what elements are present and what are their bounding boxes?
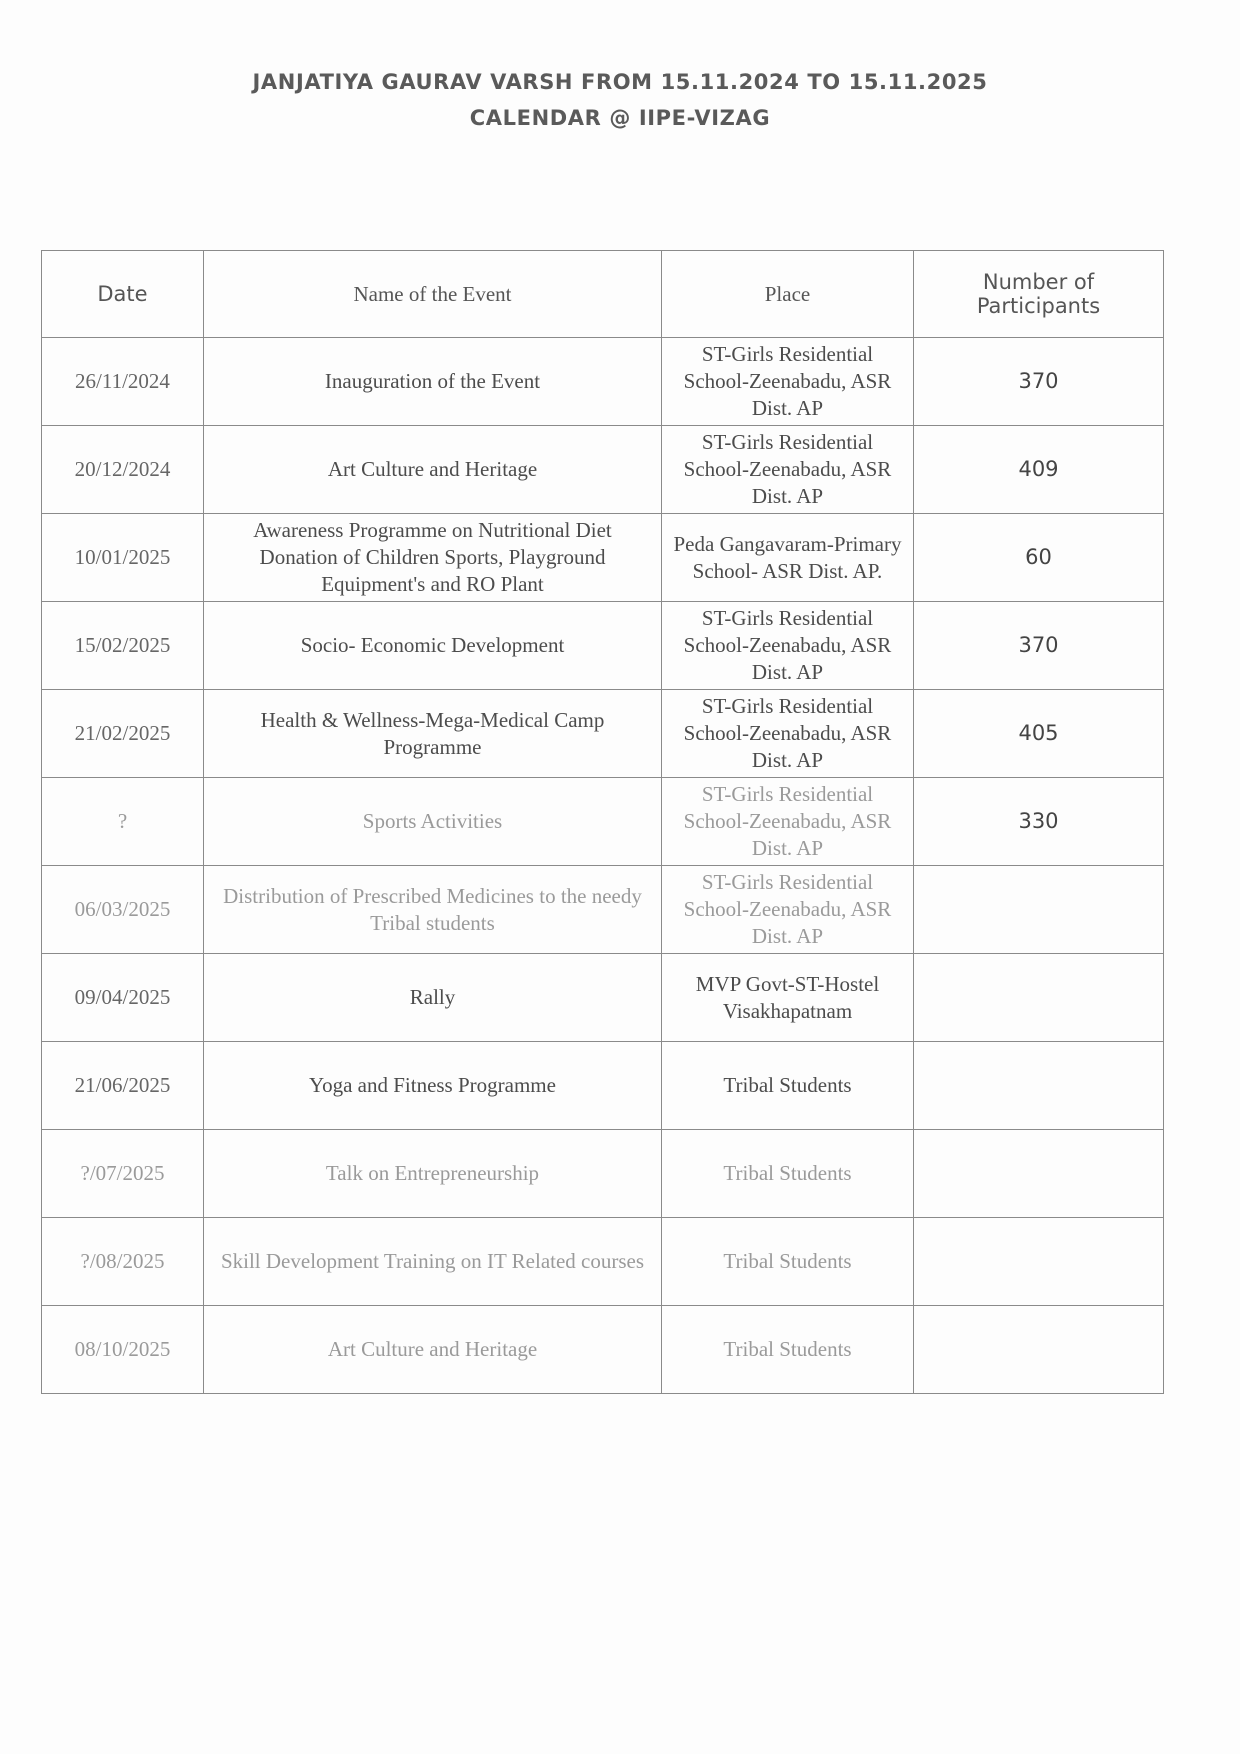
event-cell: Art Culture and Heritage <box>204 1306 662 1394</box>
place-cell: Tribal Students <box>662 1130 914 1218</box>
event-cell: Art Culture and Heritage <box>204 426 662 514</box>
participants-cell <box>914 954 1164 1042</box>
date-cell: 15/02/2025 <box>42 602 204 690</box>
event-cell: Socio- Economic Development <box>204 602 662 690</box>
events-table <box>41 250 1164 1394</box>
column-header-participants: Number of Participants <box>914 251 1164 338</box>
event-cell: Distribution of Prescribed Medicines to the needy Tribal students <box>204 866 662 954</box>
event-cell: Yoga and Fitness Programme <box>204 1042 662 1130</box>
table-row <box>42 866 1164 954</box>
table-row <box>42 1218 1164 1306</box>
participants-cell: 330 <box>914 778 1164 866</box>
table-row <box>42 338 1164 426</box>
table-row <box>42 1306 1164 1394</box>
column-header-place: Place <box>662 251 914 338</box>
table-row <box>42 426 1164 514</box>
participants-cell: 409 <box>914 426 1164 514</box>
participants-cell <box>914 1130 1164 1218</box>
date-cell: ? <box>42 778 204 866</box>
table-row <box>42 1130 1164 1218</box>
event-cell: Inauguration of the Event <box>204 338 662 426</box>
participants-cell: 370 <box>914 602 1164 690</box>
place-cell: Tribal Students <box>662 1306 914 1394</box>
table-row <box>42 1042 1164 1130</box>
table-row <box>42 778 1164 866</box>
participants-cell <box>914 866 1164 954</box>
participants-cell: 370 <box>914 338 1164 426</box>
table-row <box>42 602 1164 690</box>
document-title: JANJATIYA GAURAV VARSH FROM 15.11.2024 TO 15.11.2025 <box>252 70 988 94</box>
date-cell: 10/01/2025 <box>42 514 204 602</box>
table-row <box>42 690 1164 778</box>
place-cell: MVP Govt-ST-Hostel Visakhapatnam <box>662 954 914 1042</box>
participants-cell: 405 <box>914 690 1164 778</box>
event-cell: Rally <box>204 954 662 1042</box>
place-cell: Tribal Students <box>662 1218 914 1306</box>
place-cell: ST-Girls Residential School-Zeenabadu, ASR Dist. AP <box>662 690 914 778</box>
place-cell: Peda Gangavaram-Primary School- ASR Dist. AP. <box>662 514 914 602</box>
date-cell: 21/06/2025 <box>42 1042 204 1130</box>
date-cell: 20/12/2024 <box>42 426 204 514</box>
event-cell: Sports Activities <box>204 778 662 866</box>
event-cell: Awareness Programme on Nutritional Diet Donation of Children Sports, Playground Equipment's and RO Plant <box>204 514 662 602</box>
table-row <box>42 514 1164 602</box>
event-cell: Skill Development Training on IT Related courses <box>204 1218 662 1306</box>
table-row <box>42 954 1164 1042</box>
place-cell: ST-Girls Residential School-Zeenabadu, ASR Dist. AP <box>662 602 914 690</box>
column-header-date: Date <box>42 251 204 338</box>
table-header-row <box>42 251 1164 338</box>
column-header-event: Name of the Event <box>204 251 662 338</box>
date-cell: 21/02/2025 <box>42 690 204 778</box>
participants-cell <box>914 1306 1164 1394</box>
place-cell: ST-Girls Residential School-Zeenabadu, ASR Dist. AP <box>662 426 914 514</box>
date-cell: ?/08/2025 <box>42 1218 204 1306</box>
date-cell: 08/10/2025 <box>42 1306 204 1394</box>
participants-cell: 60 <box>914 514 1164 602</box>
place-cell: ST-Girls Residential School-Zeenabadu, ASR Dist. AP <box>662 778 914 866</box>
date-cell: 26/11/2024 <box>42 338 204 426</box>
date-cell: 09/04/2025 <box>42 954 204 1042</box>
participants-cell <box>914 1042 1164 1130</box>
place-cell: ST-Girls Residential School-Zeenabadu, ASR Dist. AP <box>662 338 914 426</box>
place-cell: Tribal Students <box>662 1042 914 1130</box>
event-cell: Talk on Entrepreneurship <box>204 1130 662 1218</box>
event-cell: Health & Wellness-Mega-Medical Camp Programme <box>204 690 662 778</box>
participants-cell <box>914 1218 1164 1306</box>
place-cell: ST-Girls Residential School-Zeenabadu, ASR Dist. AP <box>662 866 914 954</box>
date-cell: 06/03/2025 <box>42 866 204 954</box>
document-subtitle: CALENDAR @ IIPE-VIZAG <box>469 106 771 130</box>
date-cell: ?/07/2025 <box>42 1130 204 1218</box>
